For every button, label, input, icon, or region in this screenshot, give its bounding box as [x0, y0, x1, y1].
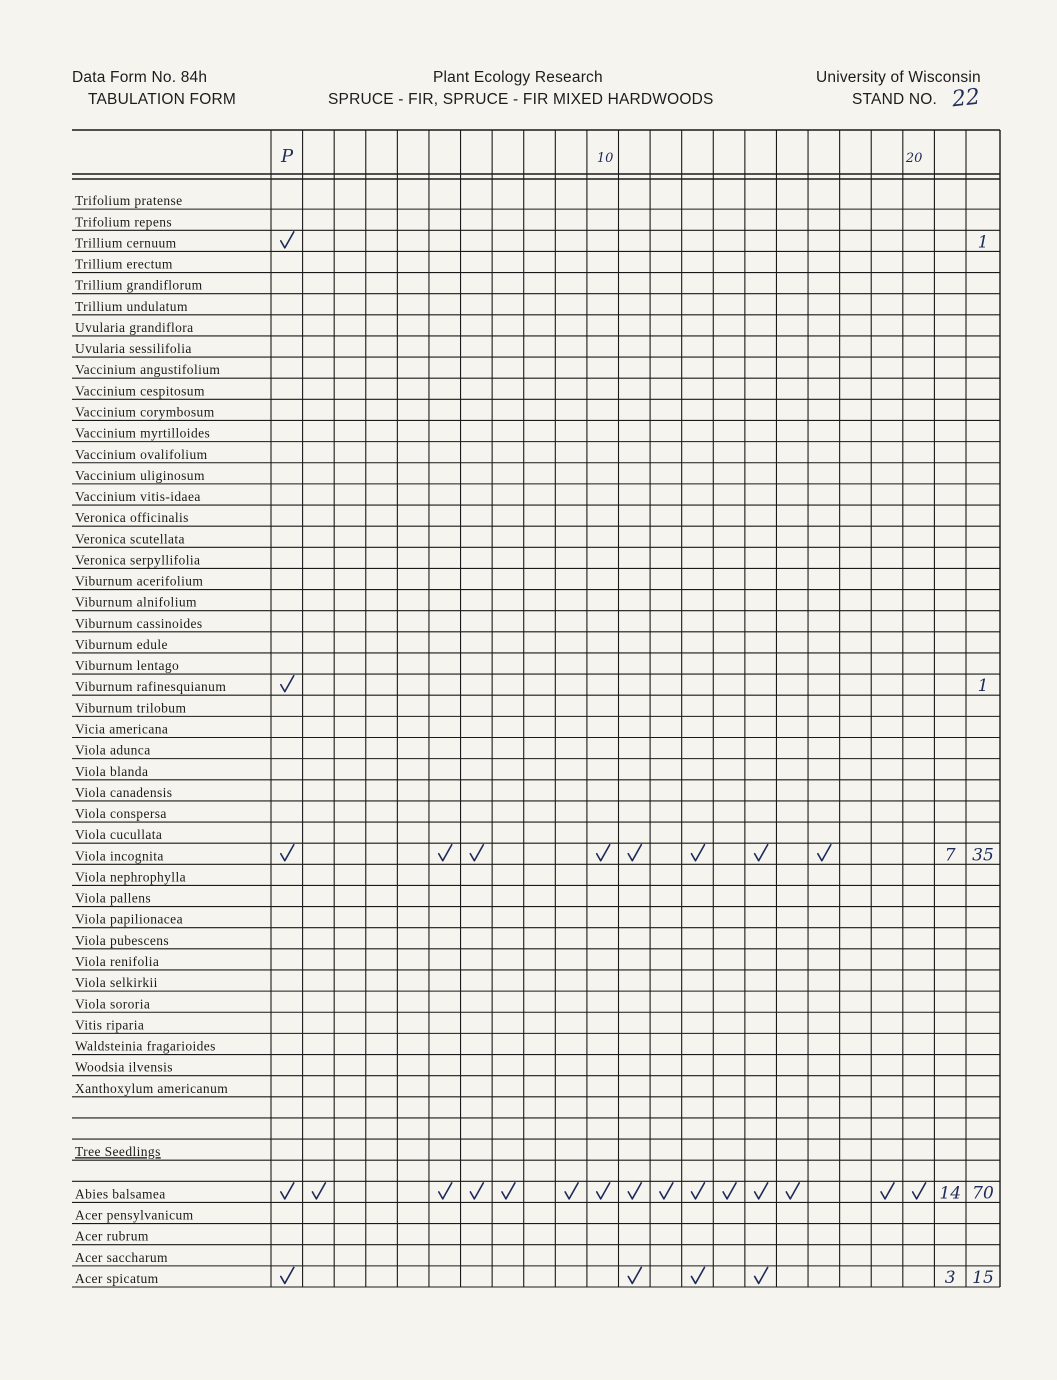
species-name: Vaccinium angustifolium: [75, 362, 221, 378]
species-name: Vaccinium cespitosum: [75, 383, 205, 399]
column-mark: 10: [596, 151, 614, 166]
species-name: Trillium erectum: [75, 256, 173, 272]
species-name: Uvularia sessilifolia: [75, 341, 192, 357]
species-name: Viola canadensis: [75, 784, 173, 800]
species-name: Acer saccharum: [75, 1249, 168, 1265]
species-name: Veronica serpyllifolia: [75, 552, 201, 568]
checkmark: [281, 676, 294, 692]
column-mark: 20: [905, 151, 923, 166]
row-count: 7: [944, 845, 956, 866]
stand-number: 22: [950, 84, 982, 113]
row-total: 70: [972, 1183, 994, 1204]
form-number: Data Form No. 84h: [72, 69, 208, 86]
checkmark: [281, 845, 294, 861]
species-name: Acer rubrum: [75, 1228, 149, 1244]
species-name: Viburnum acerifolium: [75, 573, 204, 589]
species-name: Vitis riparia: [75, 1017, 145, 1033]
checkmark: [439, 1183, 452, 1199]
species-name: Viburnum cassinoides: [75, 615, 203, 631]
form-title: TABULATION FORM: [88, 91, 236, 108]
species-name: Trillium cernuum: [75, 235, 177, 251]
species-name: Vaccinium vitis-idaea: [75, 489, 201, 505]
checkmark: [628, 845, 641, 861]
checkmark: [312, 1183, 325, 1199]
checkmark: [470, 1183, 483, 1199]
species-name: Viburnum alnifolium: [75, 594, 197, 610]
species-name: Viburnum trilobum: [75, 700, 187, 716]
organization: Plant Ecology Research: [433, 69, 603, 86]
checkmark: [786, 1183, 799, 1199]
checkmark: [818, 845, 831, 861]
row-count: 14: [939, 1183, 962, 1204]
checkmark: [723, 1183, 736, 1199]
row-total: 15: [972, 1268, 994, 1288]
species-name: Woodsia ilvensis: [75, 1059, 173, 1075]
species-name: Trillium grandiflorum: [75, 277, 203, 293]
species-name: Viola conspersa: [75, 806, 167, 822]
checkmark: [628, 1183, 641, 1199]
species-name: Vaccinium ovalifolium: [75, 446, 208, 462]
checkmark: [691, 845, 704, 861]
species-name: Viola nephrophylla: [75, 869, 186, 885]
species-name: Waldsteinia fragarioides: [75, 1038, 216, 1054]
species-name: Viburnum rafinesquianum: [75, 679, 227, 695]
species-name: Viola renifolia: [75, 953, 160, 969]
species-name: Vaccinium myrtilloides: [75, 425, 211, 441]
checkmark: [691, 1267, 704, 1283]
row-total: 35: [972, 845, 994, 866]
species-name: Viola adunca: [75, 742, 151, 758]
species-name: Vicia americana: [75, 721, 169, 737]
species-name: Acer spicatum: [75, 1271, 159, 1286]
species-name: Veronica scutellata: [75, 531, 185, 547]
species-name: Viola sororia: [75, 996, 151, 1012]
checkmark: [597, 845, 610, 861]
checkmark: [755, 1267, 768, 1283]
species-name: Vaccinium corymbosum: [75, 404, 215, 420]
species-name: Xanthoxylum americanum: [75, 1080, 229, 1096]
checkmark: [628, 1267, 641, 1283]
checkmark: [281, 1183, 294, 1199]
checkmark: [439, 845, 452, 861]
species-name: Viola pubescens: [75, 932, 170, 948]
row-total: 1: [977, 232, 989, 253]
species-name: Viburnum edule: [75, 636, 168, 652]
checkmark: [660, 1183, 673, 1199]
species-name: Vaccinium uliginosum: [75, 467, 205, 483]
column-mark: P: [281, 146, 294, 167]
species-name: Uvularia grandiflora: [75, 319, 194, 335]
university: University of Wisconsin: [816, 69, 981, 86]
species-name: Viola pallens: [75, 890, 151, 906]
section-heading: Tree Seedlings: [75, 1144, 161, 1160]
species-name: Viburnum lentago: [75, 658, 180, 674]
checkmark: [281, 1267, 294, 1283]
form-subtitle: SPRUCE - FIR, SPRUCE - FIR MIXED HARDWOODS: [328, 91, 714, 108]
checkmark: [755, 845, 768, 861]
species-name: Viola papilionacea: [75, 911, 183, 927]
species-name: Trifolium pratense: [75, 193, 183, 209]
checkmark: [913, 1183, 926, 1199]
checkmark: [470, 845, 483, 861]
species-name: Acer pensylvanicum: [75, 1207, 194, 1223]
checkmark: [565, 1183, 578, 1199]
species-name: Viola incognita: [75, 848, 164, 864]
checkmark: [281, 232, 294, 248]
checkmark: [755, 1183, 768, 1199]
checkmark: [691, 1183, 704, 1199]
row-total: 1: [977, 676, 989, 697]
checkmark: [597, 1183, 610, 1199]
species-name: Viola blanda: [75, 763, 149, 779]
checkmark: [881, 1183, 894, 1199]
species-name: Viola cucullata: [75, 827, 163, 843]
species-name: Abies balsamea: [75, 1186, 166, 1202]
species-name: Trillium undulatum: [75, 298, 188, 314]
species-name: Viola selkirkii: [75, 975, 158, 991]
species-name: Trifolium repens: [75, 214, 173, 230]
row-count: 3: [944, 1268, 956, 1288]
stand-label: STAND NO.: [852, 91, 938, 108]
checkmark: [502, 1183, 515, 1199]
species-name: Veronica officinalis: [75, 510, 189, 526]
